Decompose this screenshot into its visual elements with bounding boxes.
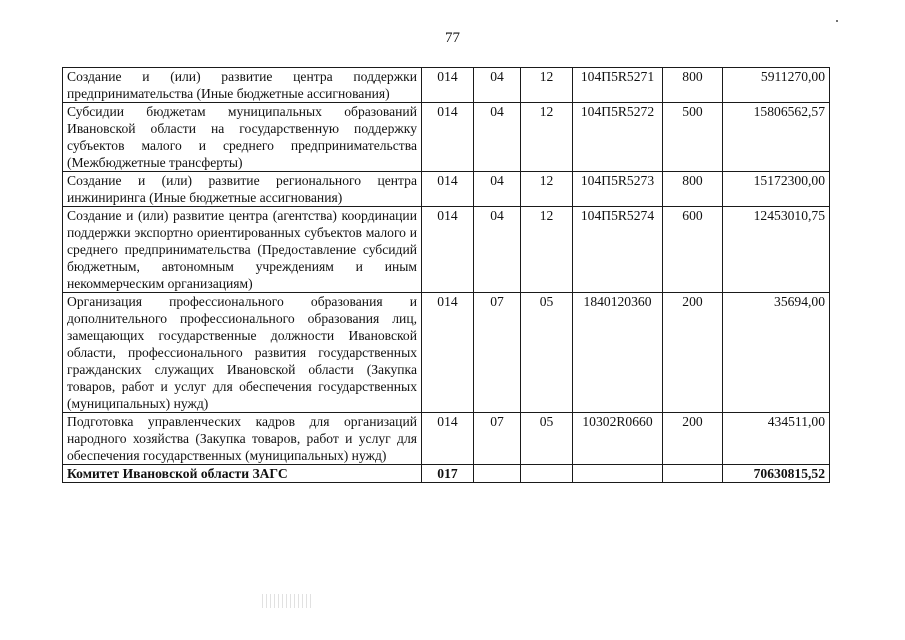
- table-row: [63, 293, 830, 413]
- row-description: Субсидии бюджетам муниципальных образований Ивановской области на государственную поддержку субъектов малого и среднего предпринимательства (Межбюджетные трансферты): [63, 103, 422, 172]
- row-target-article: 104П5R5273: [573, 172, 663, 207]
- table-row: [63, 172, 830, 207]
- row-expense-type: 200: [663, 413, 723, 465]
- row-expense-type: 800: [663, 68, 723, 103]
- row-expense-type: 500: [663, 103, 723, 172]
- table-row: [63, 207, 830, 293]
- row-amount: 15172300,00: [723, 172, 830, 207]
- row-amount: 434511,00: [723, 413, 830, 465]
- row-amount: 15806562,57: [723, 103, 830, 172]
- row-grbs-code: 014: [422, 413, 474, 465]
- scan-smudge: [262, 594, 312, 608]
- row-subsection-code: 12: [521, 172, 573, 207]
- row-section-code: 04: [474, 207, 521, 293]
- row-grbs-code: 014: [422, 172, 474, 207]
- row-expense-type: 800: [663, 172, 723, 207]
- row-subsection-code: 12: [521, 207, 573, 293]
- row-expense-type: 200: [663, 293, 723, 413]
- row-description: Создание и (или) развитие регионального центра инжиниринга (Иные бюджетные ассигнования): [63, 172, 422, 207]
- table-row: [63, 413, 830, 465]
- row-target-article: 104П5R5274: [573, 207, 663, 293]
- scan-speck: [836, 20, 838, 22]
- table-row: [63, 68, 830, 103]
- row-grbs-code: 014: [422, 293, 474, 413]
- page-number: 77: [445, 30, 460, 46]
- row-amount: 5911270,00: [723, 68, 830, 103]
- row-target-article: 104П5R5272: [573, 103, 663, 172]
- row-description: Подготовка управленческих кадров для организаций народного хозяйства (Закупка товаров, работ и услуг для обеспечения государственных (муниципальных) нужд): [63, 413, 422, 465]
- row-description: Создание и (или) развитие центра поддержки предпринимательства (Иные бюджетные ассигнования): [63, 68, 422, 103]
- row-grbs-code: 017: [422, 465, 474, 483]
- row-section-code: 07: [474, 293, 521, 413]
- row-section-code: 04: [474, 172, 521, 207]
- table-row: [63, 103, 830, 172]
- row-subsection-code: 05: [521, 413, 573, 465]
- row-subsection-code: [521, 465, 573, 483]
- row-target-article: [573, 465, 663, 483]
- row-expense-type: [663, 465, 723, 483]
- row-subsection-code: 12: [521, 68, 573, 103]
- row-target-article: 10302R0660: [573, 413, 663, 465]
- row-section-code: [474, 465, 521, 483]
- row-section-code: 07: [474, 413, 521, 465]
- table-row-total: [63, 465, 830, 483]
- row-amount: 70630815,52: [723, 465, 830, 483]
- row-subsection-code: 12: [521, 103, 573, 172]
- row-description: Комитет Ивановской области ЗАГС: [63, 465, 422, 483]
- row-description: Создание и (или) развитие центра (агентства) координации поддержки экспортно ориентированных субъектов малого и среднего предпринимательства (Предоставление субсидий бюджетным, автономным учреждениям и иным некоммерческим организациям): [63, 207, 422, 293]
- row-grbs-code: 014: [422, 103, 474, 172]
- row-description: Организация профессионального образования и дополнительного профессионального образования лиц, замещающих государственные должности Ивановской области, профессионального развития государственных гражданских служащих Ивановской области (Закупка товаров, работ и услуг для обеспечения государственных (муниципальных) нужд): [63, 293, 422, 413]
- row-subsection-code: 05: [521, 293, 573, 413]
- row-target-article: 1840120360: [573, 293, 663, 413]
- row-amount: 35694,00: [723, 293, 830, 413]
- row-target-article: 104П5R5271: [573, 68, 663, 103]
- row-grbs-code: 014: [422, 68, 474, 103]
- row-grbs-code: 014: [422, 207, 474, 293]
- row-section-code: 04: [474, 103, 521, 172]
- row-amount: 12453010,75: [723, 207, 830, 293]
- budget-table: [62, 67, 830, 483]
- row-expense-type: 600: [663, 207, 723, 293]
- row-section-code: 04: [474, 68, 521, 103]
